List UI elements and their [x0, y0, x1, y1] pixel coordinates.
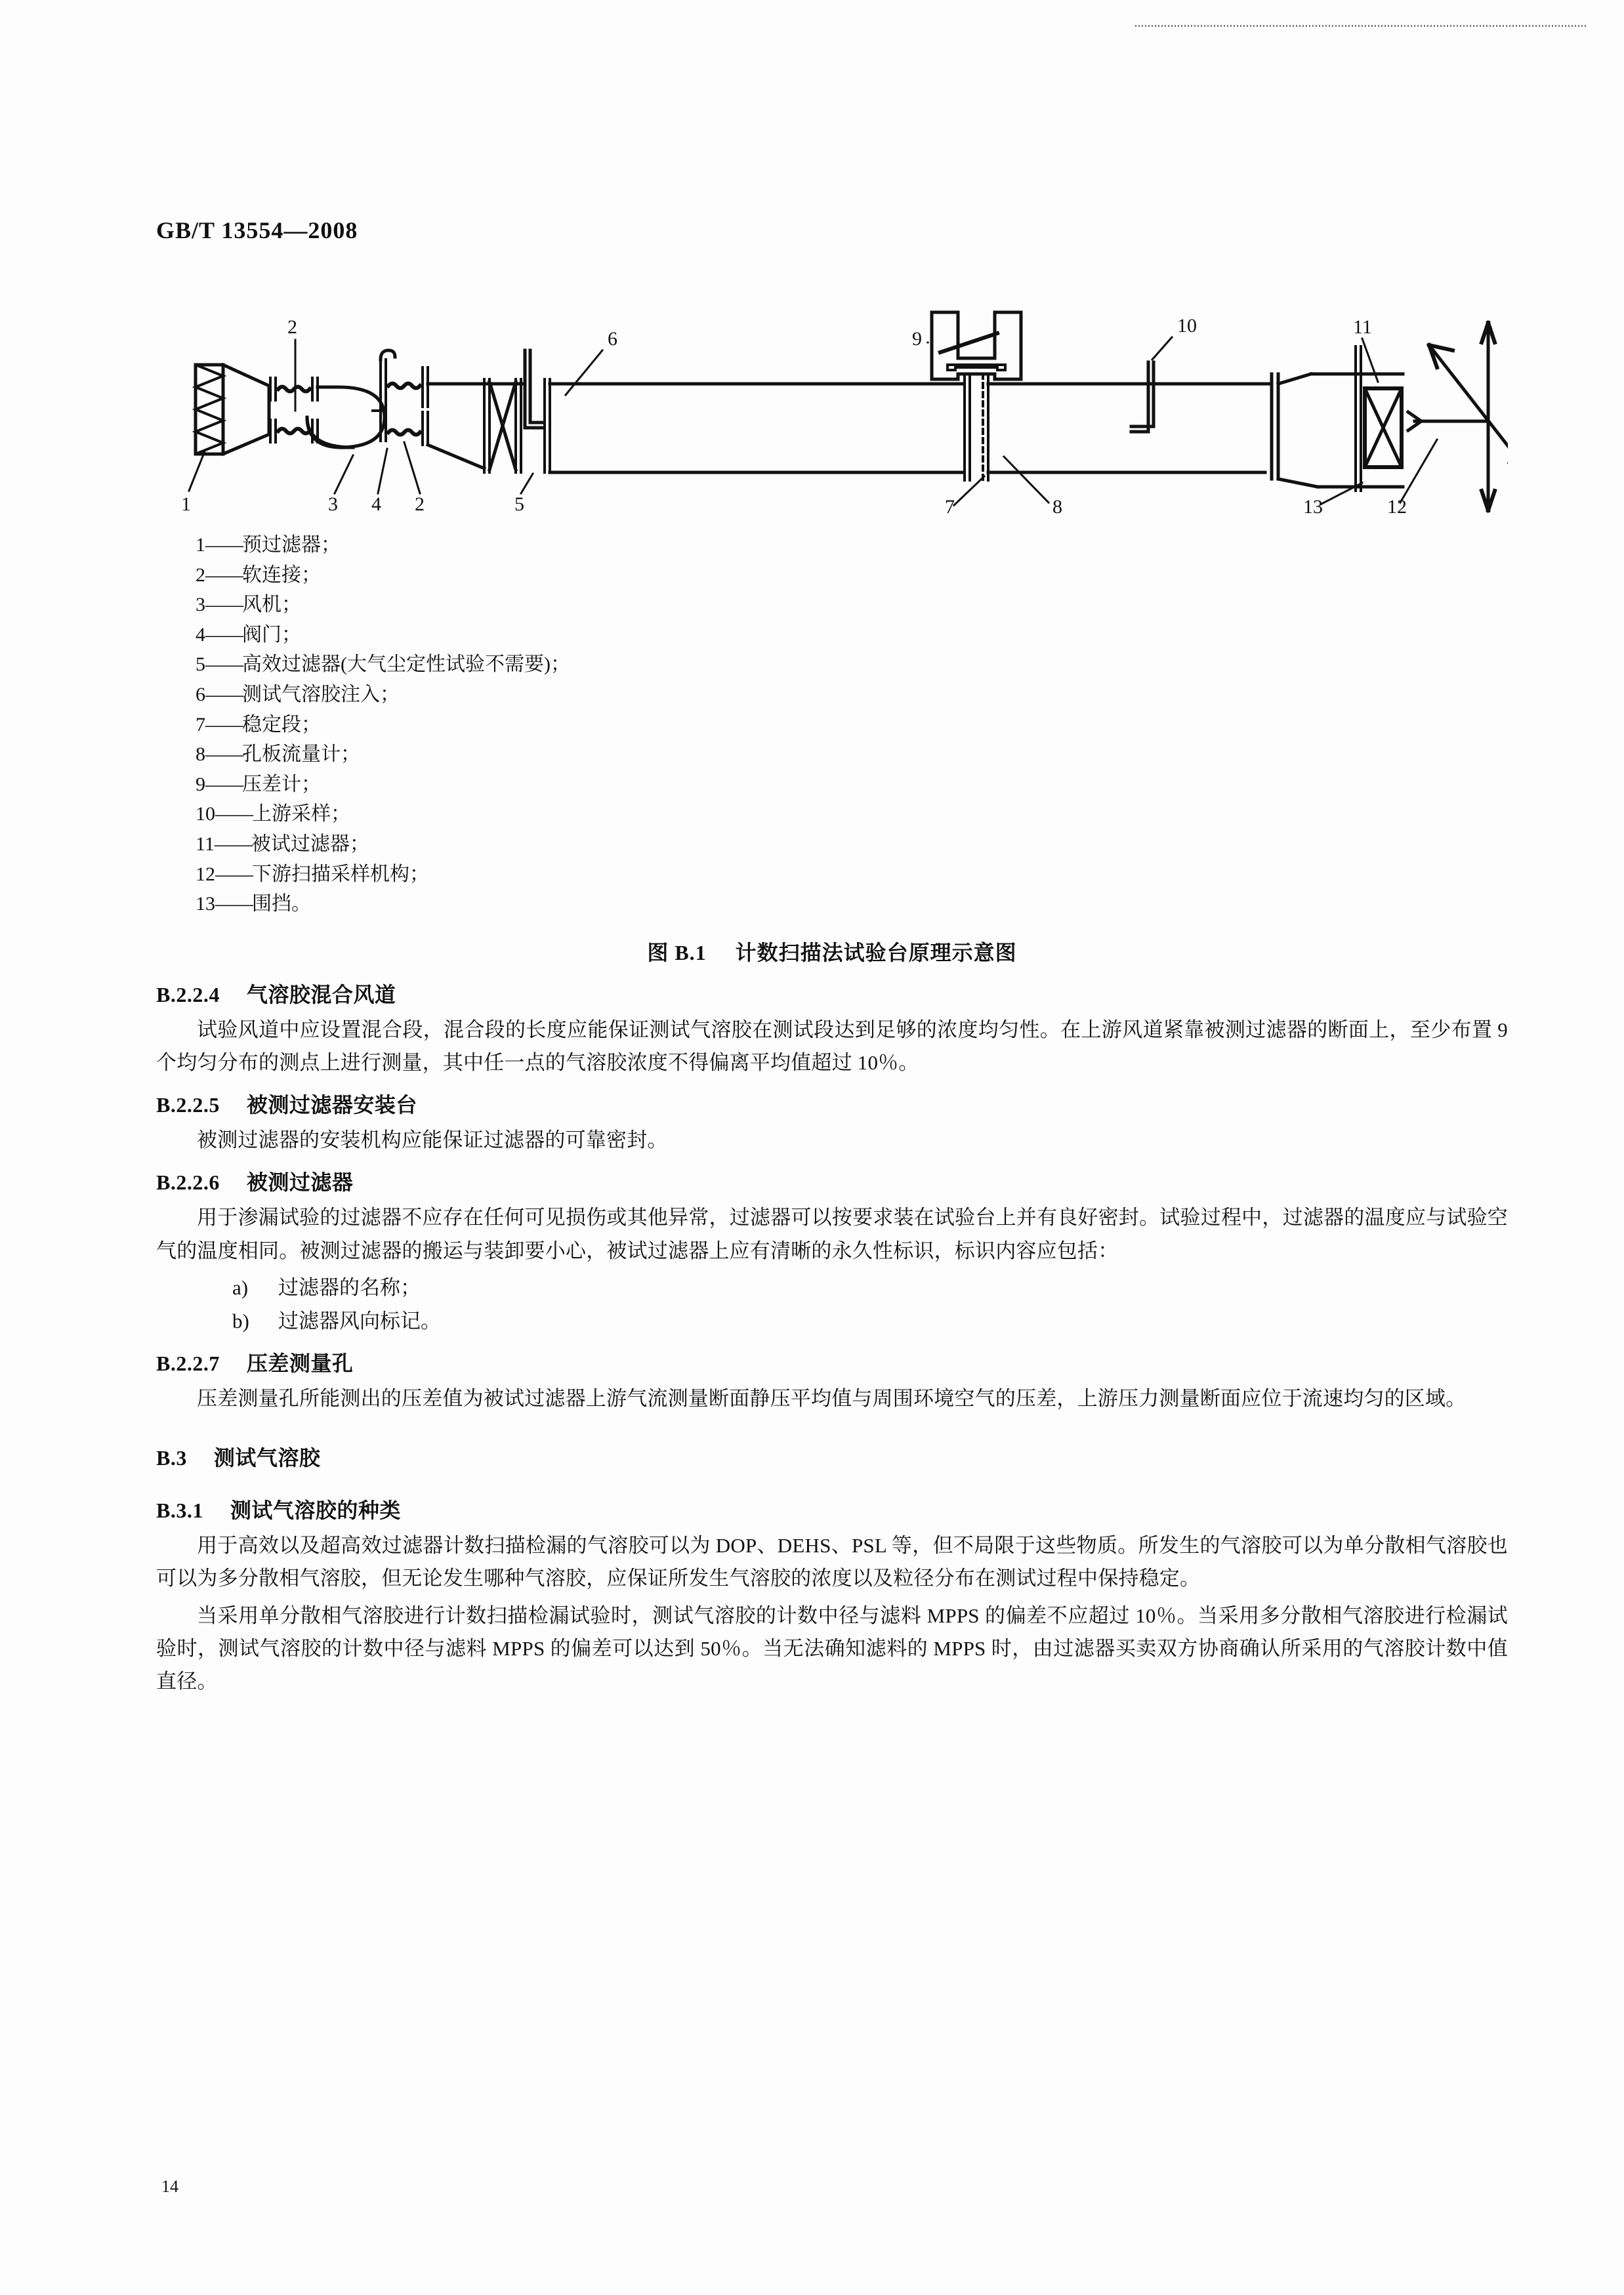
figure-legend-list: [196, 530, 1508, 919]
legend-item: [196, 829, 1508, 859]
section-number: B.2.2.5: [156, 1093, 220, 1117]
legend-text: 上游采样；: [252, 803, 350, 825]
legend-text: 测试气溶胶注入；: [242, 683, 400, 705]
callout-leader-lines: [189, 337, 1437, 505]
legend-item: [196, 859, 1508, 890]
legend-text: 软连接；: [242, 564, 321, 586]
callout-number-labels: [181, 315, 1407, 518]
list-marker: a): [232, 1275, 249, 1299]
callout-6: 6: [608, 328, 617, 350]
callout-10: 10: [1177, 315, 1197, 337]
callout-2-top: 2: [287, 316, 297, 338]
legend-text: 预过滤器；: [242, 534, 341, 556]
section-heading-b31: [156, 1494, 1508, 1524]
figure-caption: [156, 936, 1508, 966]
section-heading-b225: [156, 1088, 1508, 1119]
section-paragraph: 用于高效以及超高效过滤器计数扫描检漏的气溶胶可以为 DOP、DEHS、PSL 等，但不局限于这些物质。所发生的气溶胶可以为单分散相气溶胶也可以为多分散相气溶胶，但无论发生哪种气溶胶，应保证所发生气溶胶的浓度以及粒径分布在测试过程中保持稳定。: [156, 1534, 1508, 1590]
list-marker: b): [232, 1310, 249, 1333]
callout-3: 3: [328, 493, 338, 515]
section-paragraph: 当采用单分散相气溶胶进行计数扫描检漏试验时，测试气溶胶的计数中径与滤料 MPPS 的偏差不应超过 10％。当采用多分散相气溶胶进行检漏试验时，测试气溶胶的计数中径与滤料 MPPS 的偏差可以达到 50％。当无法确知滤料的 MPPS 时，由过滤器买卖双方协商确认所采用的气溶胶计数中值直径。: [156, 1603, 1508, 1693]
legend-item: [196, 710, 1508, 740]
callout-12: 12: [1387, 496, 1407, 518]
callout-5: 5: [514, 493, 524, 515]
legend-item: [196, 680, 1508, 710]
page-number: 14: [161, 2177, 178, 2196]
section-number: B.2.2.4: [156, 982, 220, 1006]
legend-item: [196, 799, 1508, 829]
section-number: B.2.2.6: [156, 1170, 220, 1195]
figure-b1-schematic: [156, 282, 1508, 518]
section-title: 测试气溶胶的种类: [230, 1499, 401, 1523]
legend-dash: ——: [205, 623, 242, 646]
legend-dash: ——: [205, 713, 242, 735]
legend-number: 3: [196, 594, 205, 616]
list-text: 过滤器的名称；: [278, 1275, 421, 1299]
legend-item: [196, 590, 1508, 620]
section-title: 被测过滤器安装台: [246, 1093, 417, 1117]
legend-dash: ——: [205, 594, 242, 616]
callout-7: 7: [945, 496, 955, 518]
legend-item: [196, 560, 1508, 590]
list-item: [232, 1272, 1508, 1304]
legend-dash: ——: [205, 653, 242, 676]
legend-item: [196, 650, 1508, 680]
legend-item: [196, 620, 1508, 650]
section-paragraph: 压差测量孔所能测出的压差值为被试过滤器上游气流测量断面静压平均值与周围环境空气的压差，上游压力测量断面应位于流速均匀的区域。: [197, 1387, 1467, 1410]
callout-4: 4: [371, 493, 381, 515]
standard-code-header: GB/T 13554—2008: [156, 217, 358, 243]
legend-dash: ——: [214, 833, 251, 855]
legend-text: 孔板流量计；: [242, 743, 360, 766]
legend-number: 4: [196, 623, 205, 646]
legend-number: 1: [196, 534, 205, 556]
figure-caption-title: 计数扫描法试验台原理示意图: [735, 940, 1017, 964]
callout-2-bottom: 2: [415, 493, 425, 515]
legend-number: 8: [196, 743, 205, 766]
hepa-filter-symbol: [484, 379, 550, 472]
page-content: [156, 217, 1508, 1702]
section-paragraph: 用于渗漏试验的过滤器不应存在任何可见损伤或其他异常，过滤器可以按要求装在试验台上并有良好密封。试验过程中，过滤器的温度应与试验空气的温度相同。被测过滤器的搬运与装卸要小心，被试过滤器上应有清晰的永久性标识，标识内容应包括：: [156, 1206, 1508, 1262]
callout-1: 1: [181, 493, 191, 515]
callout-9: 9: [912, 328, 922, 350]
section-heading-b3: [156, 1441, 1508, 1472]
legend-dash: ——: [215, 803, 252, 825]
legend-number: 9: [196, 773, 205, 795]
legend-text: 围挡。: [252, 893, 311, 915]
prefilter-symbol: [196, 365, 223, 454]
schematic-svg: [156, 282, 1508, 518]
section-heading-b224: [156, 978, 1508, 1008]
legend-dash: ——: [205, 534, 242, 556]
aerosol-injection-probe: [525, 350, 542, 428]
legend-number: 6: [196, 683, 205, 705]
callout-11: 11: [1353, 316, 1372, 338]
legend-item: [196, 889, 1508, 919]
legend-text: 稳定段；: [242, 713, 321, 735]
orifice-plate-flowmeter: [965, 374, 988, 480]
legend-text: 压差计；: [242, 773, 321, 795]
legend-text: 高效过滤器(大气尘定性试验不需要)；: [242, 653, 570, 676]
legend-text: 风机；: [242, 594, 301, 616]
downstream-scanning-mechanism: [1408, 323, 1508, 510]
callout-13: 13: [1303, 496, 1323, 518]
legend-number: 13: [196, 893, 215, 915]
section-paragraph: 被测过滤器的安装机构应能保证过滤器的可靠密封。: [197, 1128, 668, 1152]
pressure-gauge-symbol: [932, 312, 1021, 379]
section-title: 压差测量孔: [246, 1352, 354, 1375]
legend-dash: ——: [205, 773, 242, 795]
section-title: 被测过滤器: [246, 1170, 354, 1195]
section-number: B.2.2.7: [156, 1352, 220, 1375]
test-filter-symbol: [1311, 346, 1403, 491]
figure-caption-label: 图 B.1: [647, 940, 707, 964]
legend-number: 5: [196, 653, 205, 676]
scan-artifact-streak: [1135, 25, 1588, 27]
legend-dash: ——: [215, 893, 252, 915]
upstream-sampling-probe: [1131, 362, 1154, 432]
legend-text: 被试过滤器；: [251, 833, 369, 855]
legend-dash: ——: [205, 743, 242, 766]
section-heading-b226: [156, 1166, 1508, 1196]
legend-number: 2: [196, 564, 205, 586]
marking-requirements-list: [156, 1272, 1508, 1338]
list-text: 过滤器风向标记。: [278, 1310, 441, 1333]
valve-and-flex: [373, 350, 428, 445]
legend-dash: ——: [205, 564, 242, 586]
legend-dash: ——: [205, 683, 242, 705]
legend-text: 下游扫描采样机构；: [252, 863, 429, 885]
legend-number: 12: [196, 863, 215, 885]
list-item: [232, 1305, 1508, 1338]
legend-item: [196, 770, 1508, 800]
section-heading-b227: [156, 1347, 1508, 1377]
callout-8: 8: [1052, 496, 1062, 518]
legend-item: [196, 739, 1508, 770]
section-number: B.3: [156, 1446, 187, 1470]
legend-number: 11: [196, 833, 215, 855]
legend-dash: ——: [215, 863, 252, 885]
section-paragraph: 试验风道中应设置混合段，混合段的长度应能保证测试气溶胶在测试段达到足够的浓度均匀性。在上游风道紧靠被测过滤器的断面上，至少布置 9 个均匀分布的测点上进行测量，其中任一点的气溶胶浓度不得偏离平均值超过 10％。: [156, 1018, 1508, 1074]
section-number: B.3.1: [156, 1499, 203, 1523]
legend-item: [196, 530, 1508, 560]
section-title: 气溶胶混合风道: [246, 982, 396, 1006]
legend-number: 7: [196, 713, 205, 735]
legend-text: 阀门；: [242, 623, 301, 646]
legend-number: 10: [196, 803, 215, 825]
section-title: 测试气溶胶: [213, 1446, 321, 1470]
